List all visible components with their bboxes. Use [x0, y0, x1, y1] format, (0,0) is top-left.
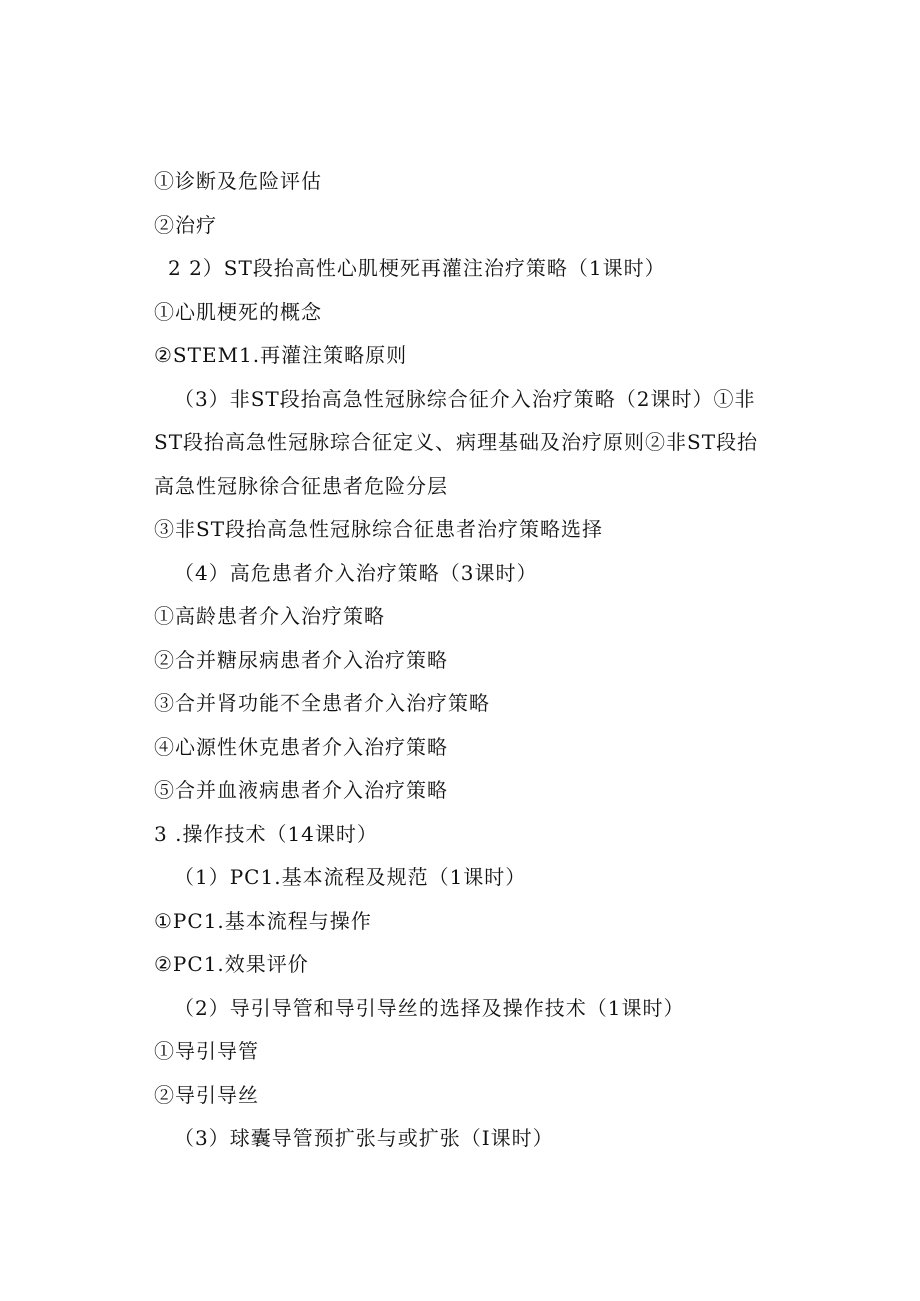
list-item-diagnosis-risk: ①诊断及危险评估	[154, 169, 322, 193]
list-item-hematologic: ⑤合并血液病患者介入治疗策略	[154, 778, 448, 802]
document-body	[154, 160, 834, 1161]
list-item-reperfusion-principle: ②STEM1.再灌注策略原则	[154, 343, 408, 367]
paragraph-line-nste-acs-definition: ST段抬高急性冠脉琮合征定义、病理基础及治疗原则②非ST段抬	[154, 430, 759, 454]
list-item-pci-operation: ①PC1.基本流程与操作	[154, 908, 372, 933]
section-heading-operation-technique: 3 .操作技术（14课时）	[154, 821, 378, 846]
section-heading-guiding-catheter: （2）导引导管和导引导丝的选择及操作技术（1课时）	[174, 995, 685, 1020]
list-item-pci-evaluation: ②PC1.效果评价	[154, 952, 309, 976]
list-item-renal: ③合并肾功能不全患者介入治疗策略	[154, 691, 490, 715]
paragraph-line-risk-stratification: 高急性冠脉徐合征患者危险分层	[154, 473, 448, 498]
list-item-diabetes: ②合并糖尿病患者介入治疗策略	[154, 647, 448, 672]
section-heading-nste-acs: （3）非ST段抬高急性冠脉综合征介入治疗策略（2课时）①非	[174, 386, 756, 411]
list-item-guiding-catheter: ①导引导管	[154, 1039, 259, 1063]
section-heading-high-risk: （4）高危患者介入治疗策略（3课时）	[174, 560, 538, 585]
section-heading-pci-process: （1）PC1.基本流程及规范（1课时）	[174, 865, 527, 889]
list-item-mi-concept: ①心肌梗死的概念	[154, 299, 322, 324]
section-heading-stemi-reperfusion: 2 2）ST段抬高性心肌梗死再灌注治疗策略（1课时）	[168, 256, 666, 280]
section-heading-balloon-dilation: （3）球囊导管预扩张与或扩张（I课时）	[174, 1126, 554, 1150]
list-item-treatment: ②治疗	[154, 212, 217, 237]
list-item-cardiogenic-shock: ④心源性休克患者介入治疗策略	[154, 734, 448, 759]
list-item-elderly: ①高龄患者介入治疗策略	[154, 604, 385, 628]
list-item-guide-wire: ②导引导丝	[154, 1082, 259, 1107]
list-item-nste-acs-strategy: ③非ST段抬高急性冠脉综合征患者治疗策略选择	[154, 517, 604, 541]
